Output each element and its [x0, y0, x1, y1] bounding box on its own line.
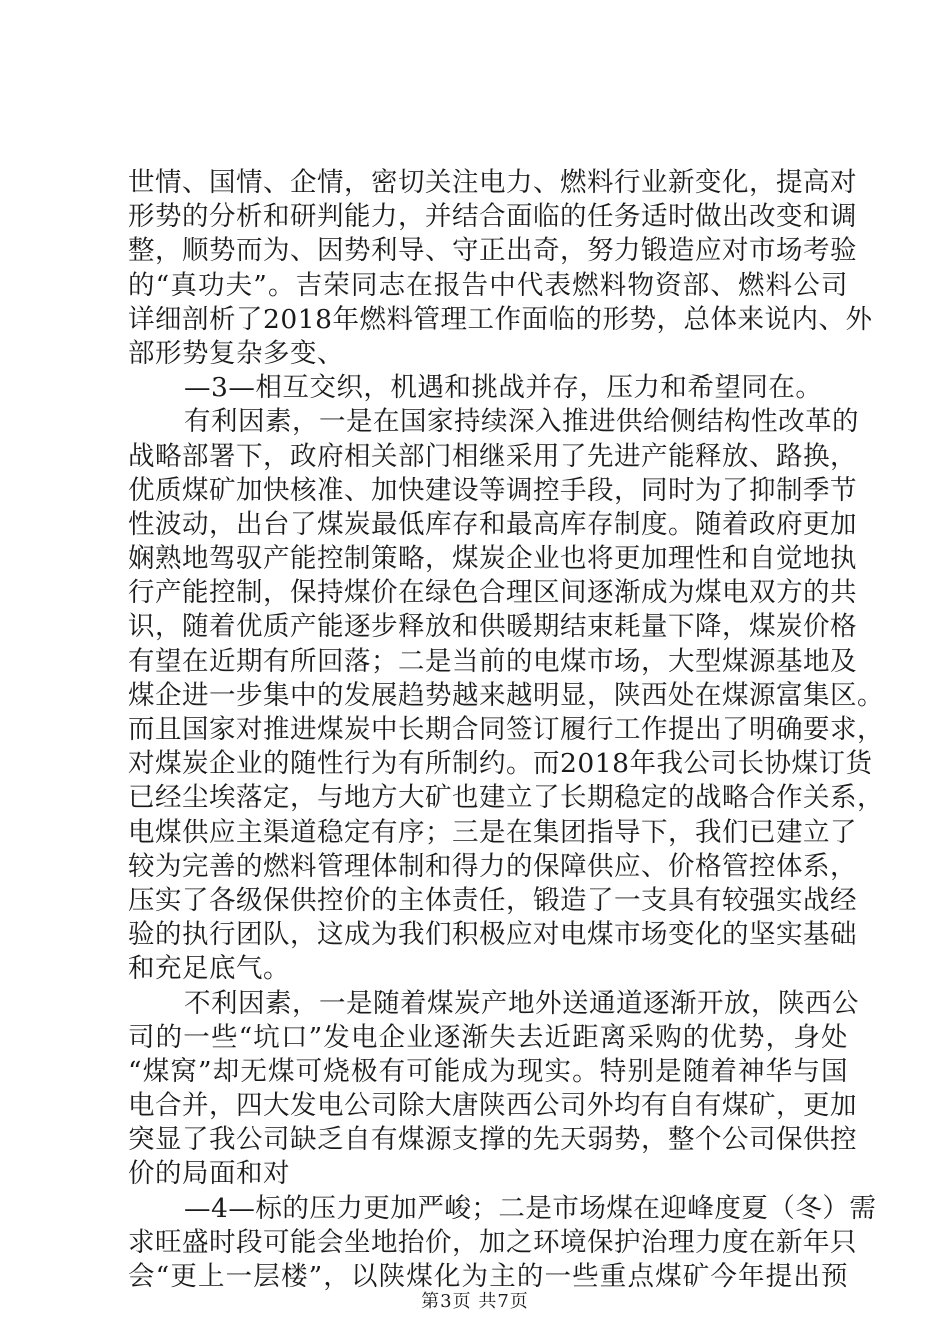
text-line: 整，顺势而为、因势利导、守正出奇，努力锻造应对市场考验 [128, 235, 857, 267]
text-line: —3—相互交织，机遇和挑战并存，压力和希望同在。 [184, 372, 823, 404]
text-line: 突显了我公司缺乏自有煤源支撑的先天弱势，整个公司保供控 [128, 1124, 857, 1156]
text-line: —4—标的压力更加严峻；二是市场煤在迎峰度夏（冬）需 [184, 1192, 877, 1224]
text-line: 娴熟地驾驭产能控制策略，煤炭企业也将更加理性和自觉地执 [128, 543, 857, 575]
text-line: 有望在近期有所回落；二是当前的电煤市场，大型煤源基地及 [128, 645, 857, 677]
text-line: 形势的分析和研判能力，并结合面临的任务适时做出改变和调 [128, 201, 857, 233]
text-line: 已经尘埃落定，与地方大矿也建立了长期稳定的战略合作关系， [128, 782, 884, 814]
text-line: 识，随着优质产能逐步释放和供暖期结束耗量下降，煤炭价格 [128, 611, 857, 643]
document-body [128, 166, 884, 1294]
text-line: 行产能控制，保持煤价在绿色合理区间逐渐成为煤电双方的共 [128, 577, 857, 609]
text-line: 验的执行团队，这成为我们积极应对电煤市场变化的坚实基础 [128, 919, 857, 951]
text-line: 而且国家对推进煤炭中长期合同签订履行工作提出了明确要求， [128, 714, 884, 745]
text-line: 详细剖析了2018年燃料管理工作面临的形势，总体来说内、外 [128, 303, 873, 335]
page-footer: 第3页 共7页 [421, 1291, 529, 1312]
text-line: 电合并，四大发电公司除大唐陕西公司外均有自有煤矿，更加 [128, 1090, 857, 1122]
text-line: 战略部署下，政府相关部门相继采用了先进产能释放、路换， [128, 440, 857, 472]
text-line: 的“真功夫”。吉荣同志在报告中代表燃料物资部、燃料公司 [128, 269, 848, 301]
text-line: 不利因素，一是随着煤炭产地外送通道逐渐开放，陕西公 [184, 987, 859, 1019]
text-line: 求旺盛时段可能会坐地抬价，加之环境保护治理力度在新年只 [128, 1226, 857, 1258]
text-line: 性波动，出台了煤炭最低库存和最高库存制度。随着政府更加 [128, 508, 857, 540]
text-line: 压实了各级保供控价的主体责任，锻造了一支具有较强实战经 [128, 884, 857, 916]
text-line: 会“更上一层楼”，以陕煤化为主的一些重点煤矿今年提出预 [128, 1261, 848, 1292]
text-line: 和充足底气。 [128, 953, 290, 985]
text-line: “煤窝”却无煤可烧极有可能成为现实。特别是随着神华与国 [128, 1055, 848, 1087]
text-line: 世情、国情、企情，密切关注电力、燃料行业新变化，提高对 [128, 167, 857, 198]
text-line: 有利因素，一是在国家持续深入推进供给侧结构性改革的 [184, 406, 859, 438]
text-line: 司的一些“坑口”发电企业逐渐失去近距离采购的优势，身处 [128, 1021, 848, 1053]
text-line: 部形势复杂多变、 [128, 337, 344, 369]
text-line: 对煤炭企业的随性行为有所制约。而2018年我公司长协煤订货 [128, 748, 873, 780]
text-line: 较为完善的燃料管理体制和得力的保障供应、价格管控体系， [128, 850, 857, 882]
text-line: 煤企进一步集中的发展趋势越来越明显，陕西处在煤源富集区。 [128, 679, 884, 711]
text-line: 价的局面和对 [128, 1158, 290, 1190]
text-line: 优质煤矿加快核准、加快建设等调控手段，同时为了抑制季节 [128, 474, 857, 506]
text-line: 电煤供应主渠道稳定有序；三是在集团指导下，我们已建立了 [128, 816, 857, 848]
